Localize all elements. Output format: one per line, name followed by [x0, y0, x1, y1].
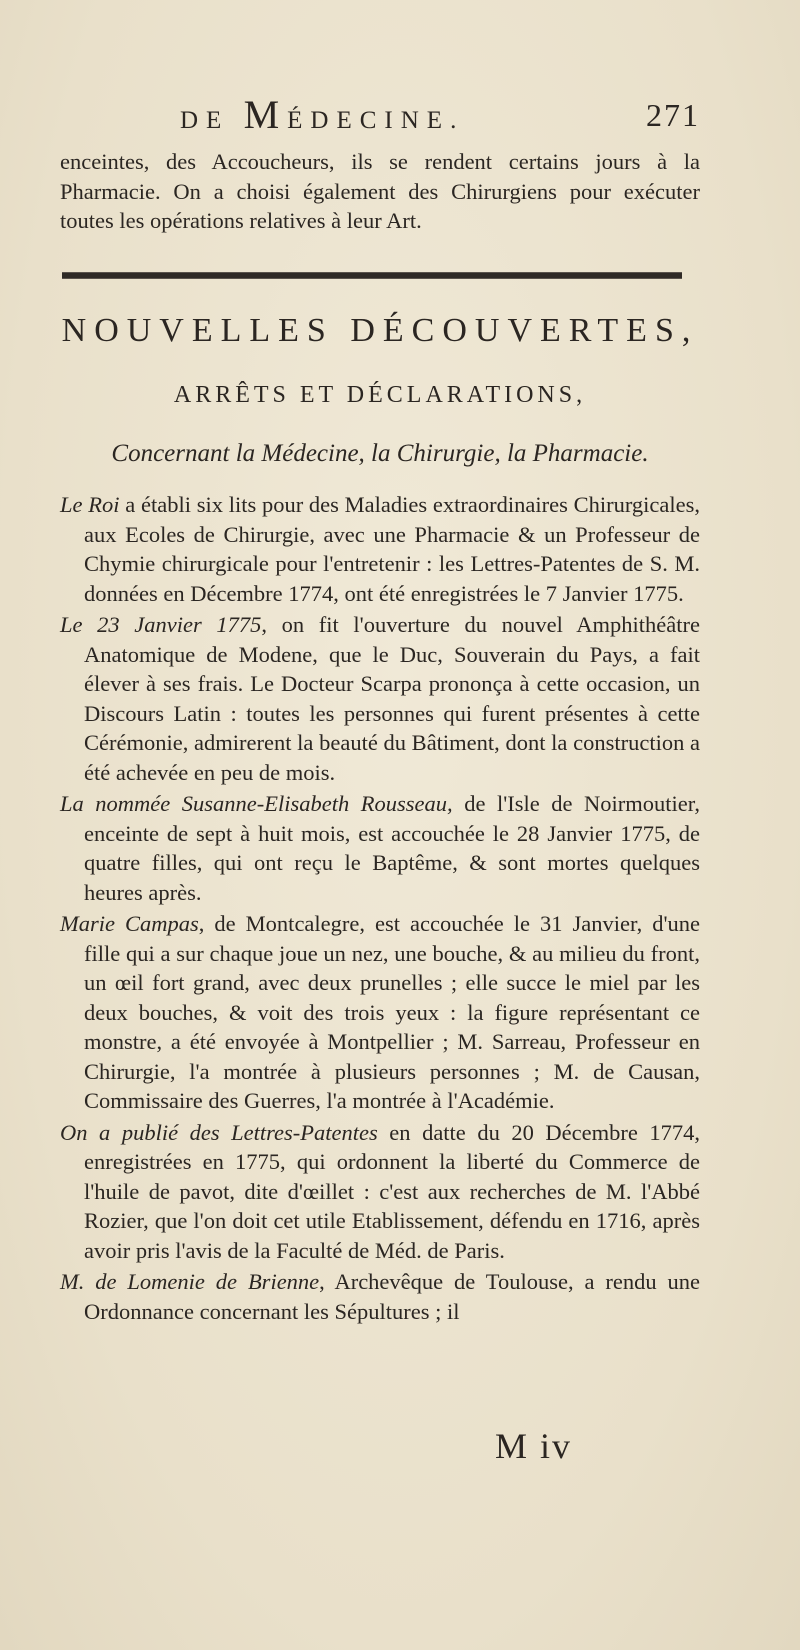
entry-text: en datte du 20 Décembre 1774, enregistrées en 1775, qui ordonnent la liberté du Commerce de l'huile de pavot, dite d'œillet : c'est aux recherches de M. l'Abbé Rozier, que l'on doit cet utile Etablissement, défendu en 1716, après avoir pris l'avis de la Faculté de Méd. de Paris.	[84, 1119, 700, 1263]
running-head-prefix: DE	[180, 107, 230, 134]
entry	[60, 1267, 700, 1326]
running-head-initial: M	[243, 92, 288, 137]
signature-mark: M iv	[495, 1426, 573, 1466]
running-head-title	[180, 90, 464, 146]
entry	[60, 490, 700, 608]
running-head	[60, 90, 700, 140]
entry-lead: Le 23 Janvier 1775	[60, 612, 262, 637]
intro-text: enceintes, des Accoucheurs, ils se rendent certains jours à la Pharmacie. On a choisi également des Chirurgiens pour exécuter toutes les opérations relatives à leur Art.	[60, 149, 700, 233]
running-head-rest: ÉDECINE.	[287, 107, 465, 134]
entries-list	[60, 490, 700, 1328]
entry	[60, 909, 700, 1116]
entry	[60, 610, 700, 787]
entry-text: a établi six lits pour des Maladies extraordinaires Chirurgicales, aux Ecoles de Chirurgie, avec une Pharmacie & un Professeur de Chymie chirurgicale pour l'entretenir : les Lettres-Patentes de S. M. données en Décembre 1774, ont été enregistrées le 7 Janvier 1775.	[84, 492, 700, 606]
intro-paragraph	[60, 147, 700, 236]
page-number: 271	[646, 97, 700, 133]
section-subheading: Concernant la Médecine, la Chirurgie, la Pharmacie.	[111, 440, 649, 467]
entry-text: de l'Isle de Noirmoutier, enceinte de sept à huit mois, est accouchée le 28 Janvier 1775, de quatre filles, qui ont reçu le Baptême, & sont mortes quelques heures après.	[84, 791, 701, 905]
section-heading: NOUVELLES DÉCOUVERTES,	[61, 312, 699, 349]
entry-lead: Le Roi	[60, 492, 120, 517]
entry	[60, 789, 700, 907]
entry	[60, 1118, 700, 1266]
entry-lead: Marie Campas	[60, 911, 199, 936]
entry-text: , on fit l'ouverture du nouvel Amphithéâtre Anatomique de Modene, que le Duc, Souverain du Pays, a fait élever à ses frais. Le Docteur Scarpa prononça à cette occasion, un Discours Latin : toutes les personnes qui furent présentes à cette Cérémonie, admirerent la beauté du Bâtiment, dont la construction a été achevée en peu de mois.	[84, 612, 701, 785]
section-heading-line2: ARRÊTS ET DÉCLARATIONS,	[173, 382, 587, 408]
entry-lead: La nommée Susanne-Elisabeth Rousseau,	[60, 791, 453, 816]
entry-lead: M. de Lomenie de Brienne	[60, 1269, 320, 1294]
entry-text: , de Montcalegre, est accouchée le 31 Janvier, d'une fille qui a sur chaque joue un nez, une bouche, & au milieu du front, un œil fort grand, avec deux prunelles ; elle succe le miel par les deux bouches, & voit des trois yeux : la figure représentant ce monstre, a été envoyée à Montpellier ; M. Sarreau, Professeur en Chirurgie, l'a montrée à plusieurs personnes ; M. de Causan, Commissaire des Guerres, l'a montrée à l'Académie.	[84, 911, 701, 1113]
entry-text: , Archevêque de Toulouse, a rendu une Ordonnance concernant les Sépultures ; il	[84, 1269, 700, 1324]
entry-lead: On a publié des Lettres-Patentes	[60, 1119, 378, 1145]
section-divider	[62, 272, 682, 279]
